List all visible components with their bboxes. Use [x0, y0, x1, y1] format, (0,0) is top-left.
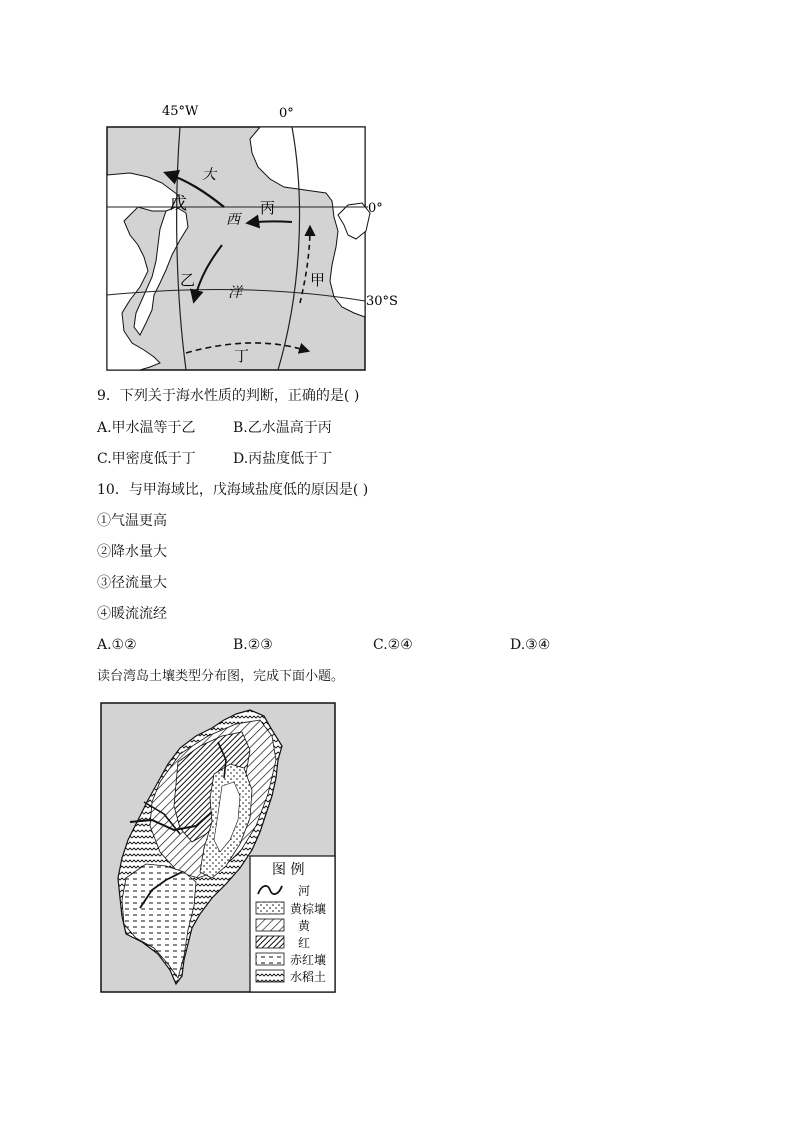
legend-label-paddy: 水稻土: [290, 970, 327, 984]
legend-item-yellow: [256, 919, 311, 933]
map-frame: [107, 127, 370, 370]
latitude-30s-label: 30°S: [366, 294, 398, 309]
legend-label-yellow: 黄: [298, 919, 311, 933]
legend-label-river: 河: [298, 884, 311, 898]
sea-label-wu: 戊: [170, 194, 187, 214]
q10-option-d: D.③④: [510, 637, 551, 653]
q10-item-2: ②降水量大: [97, 544, 167, 560]
question-10-stem: 10．与甲海域比，戊海域盐度低的原因是( ): [97, 482, 369, 498]
longitude-45w-label: 45°W: [162, 104, 199, 119]
legend-item-red-yellow: [256, 952, 326, 967]
dashed-pattern-icon: [256, 953, 284, 965]
current-label-yi: 乙: [180, 271, 196, 289]
longitude-0-label: 0°: [279, 106, 294, 121]
dense-hatch-icon: [256, 936, 284, 948]
legend-item-red: [256, 936, 310, 950]
legend-item-paddy: [256, 969, 326, 984]
diagonal-hatch-icon: [256, 919, 284, 931]
question-9-stem: 9．下列关于海水性质的判断，正确的是( ): [97, 388, 360, 404]
q10-item-3: ③径流量大: [97, 575, 167, 591]
legend-item-yellow-brown: [256, 901, 326, 916]
wavy-pattern-icon: [256, 970, 284, 982]
q10-option-a: A.①②: [97, 637, 137, 653]
dotted-pattern-icon: [256, 902, 284, 914]
q10-option-c: C.②④: [373, 637, 413, 653]
ocean-label-yang: 洋: [228, 285, 242, 301]
current-label-jia: 甲: [310, 271, 326, 289]
q9-option-d: D.丙盐度低于丁: [233, 451, 333, 467]
latitude-0-label: 0°: [368, 201, 383, 216]
current-label-bing: 丙: [260, 199, 276, 217]
q9-option-c: C.甲密度低于丁: [97, 451, 196, 467]
section-intro: 读台湾岛土壤类型分布图，完成下面小题。: [97, 669, 345, 684]
ocean-label-da: 大: [202, 167, 216, 183]
legend-label-yellow-brown: 黄棕壤: [290, 902, 327, 916]
legend-label-red-yellow: 赤红壤: [290, 953, 327, 967]
ocean-label-xi: 西: [226, 212, 240, 228]
q9-option-b: B.乙水温高于丙: [233, 420, 332, 436]
q9-option-a: A.甲水温等于乙: [97, 420, 196, 436]
q10-item-1: ①气温更高: [97, 513, 167, 529]
q10-item-4: ④暖流流经: [97, 606, 167, 622]
taiwan-soil-map: [100, 702, 338, 994]
current-label-ding: 丁: [234, 347, 250, 365]
legend: [250, 856, 335, 992]
q10-option-b: B.②③: [233, 637, 273, 653]
legend-title: 图 例: [272, 862, 305, 878]
ocean-current-map: [100, 95, 410, 385]
legend-label-red: 红: [298, 936, 311, 950]
